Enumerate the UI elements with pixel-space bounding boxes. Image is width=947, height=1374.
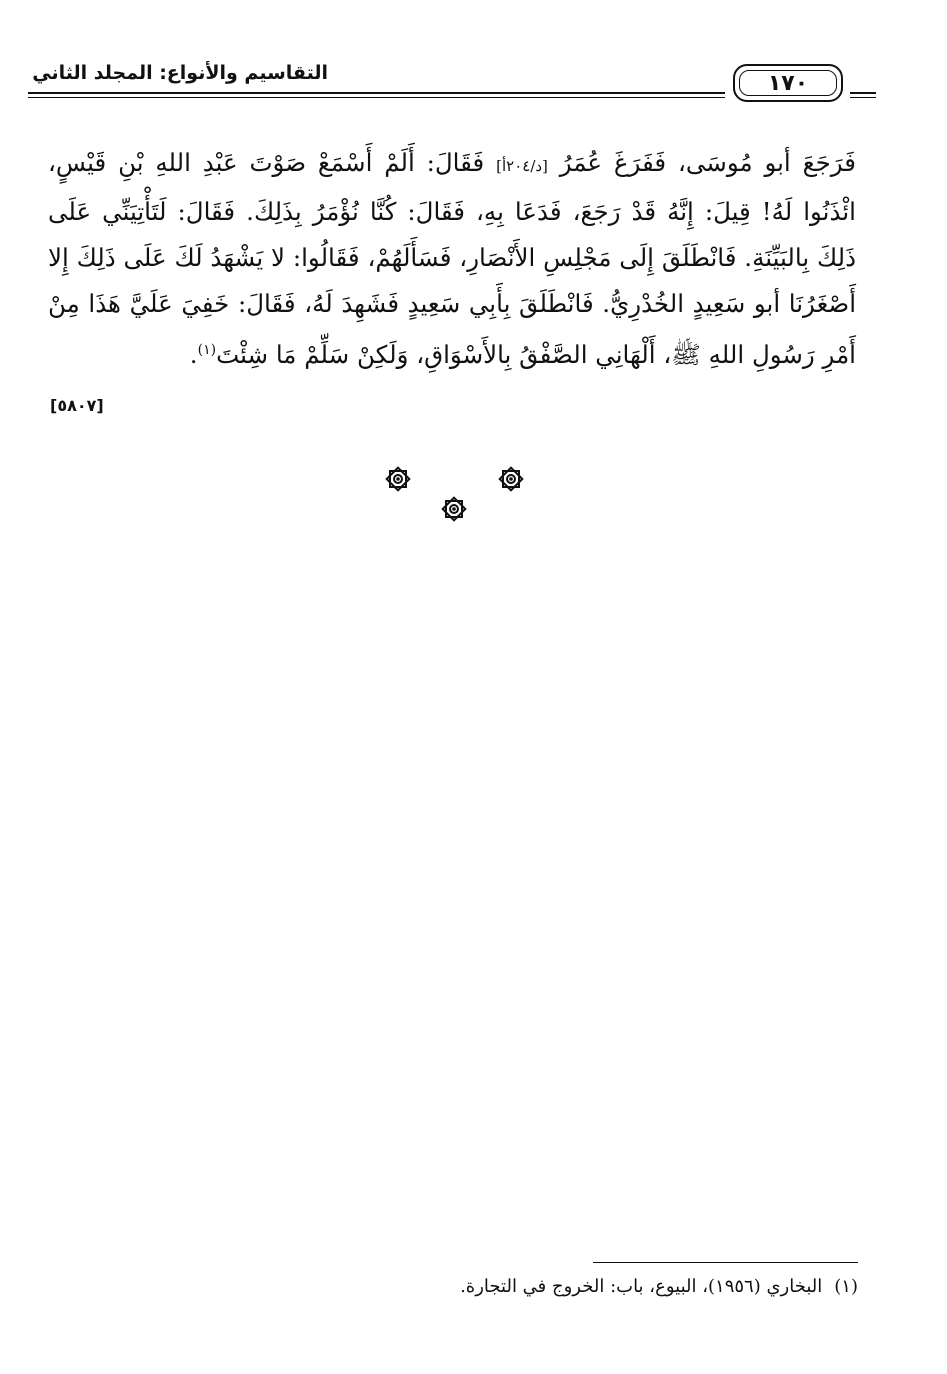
text-segment-2: فَقَالَ: أَلَمْ أَسْمَعْ صَوْتَ عَبْدِ اللهِ بْنِ قَيْسٍ، ائْذَنُوا لَهُ! قِيلَ: إِنَّهُ قَدْ رَجَعَ، فَدَعَا بِهِ، فَقَالَ: كُنَّا نُؤْمَرُ بِذَلِكَ. فَقَالَ: لَتَأْتِيَنِّي عَلَى ذَلِكَ بِالبَيِّنَةِ. فَانْطَلَقَ إِلَى مَجْلِسِ الأَنْصَارِ، فَسَأَلَهُمْ، فَقَالُوا: لا يَشْهَدُ لَكَ عَلَى ذَلِكَ إِلا أَصْغَرُنَا أبو سَعِيدٍ الخُدْرِيُّ. فَانْطَلَقَ بِأَبِي سَعِيدٍ فَشَهِدَ لَهُ، فَقَالَ: خَفِيَ عَلَيَّ هَذَا مِنْ أَمْرِ رَسُولِ اللهِ ﷺ، أَلْهَانِي الصَّفْقُ بِالأَسْوَاقِ، وَلَكِنْ سَلِّمْ مَا شِئْتَ xyxy=(48,148,856,370)
footnote-text: البخاري (١٩٥٦)، البيوع، باب: الخروج في التجارة. xyxy=(460,1276,823,1297)
text-end-period: . xyxy=(189,340,198,370)
header-rule xyxy=(28,92,725,98)
flower-ornament-icon xyxy=(440,495,468,523)
footnote-separator xyxy=(593,1262,858,1263)
footnote xyxy=(300,1276,858,1297)
page-number-frame xyxy=(733,64,843,102)
footnote-ref: (١) xyxy=(197,342,217,358)
hadith-number: [٥٨٠٧] xyxy=(50,396,104,415)
header-rule-right xyxy=(850,92,876,98)
manuscript-ref: [د/٢٠٤أ] xyxy=(496,157,548,175)
flower-ornament-icon xyxy=(497,465,525,493)
footnote-marker: (١) xyxy=(834,1276,858,1297)
flower-ornament-icon xyxy=(384,465,412,493)
page-number: ١٧٠ xyxy=(767,71,809,96)
text-segment-1: فَرَجَعَ أبو مُوسَى، فَفَرَغَ عُمَرُ xyxy=(559,148,856,177)
running-head: التقاسيم والأنواع: المجلد الثاني xyxy=(32,62,328,84)
page-header xyxy=(28,62,855,106)
hadith-text xyxy=(48,140,856,378)
